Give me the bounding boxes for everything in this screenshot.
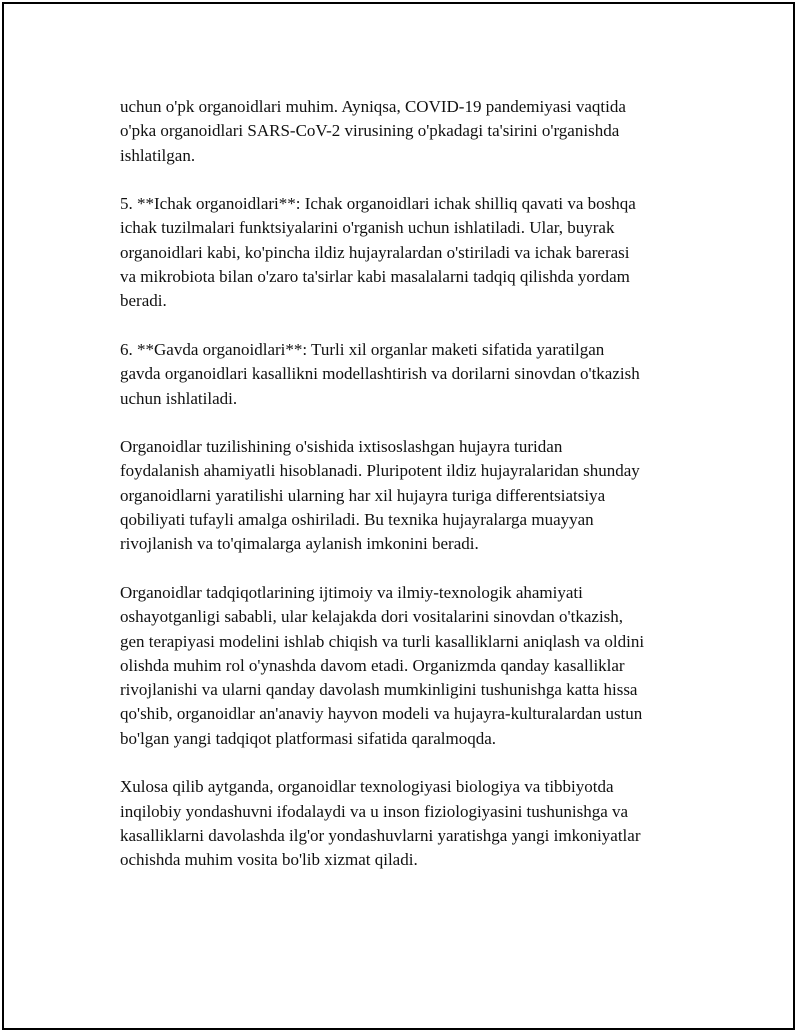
text-line: gen terapiyasi modelini ishlab chiqish va turli kasalliklarni aniqlash va oldini [120,631,645,651]
document-body [120,95,700,897]
text-line: organoidlarni yaratilishi ularning har xil hujayra turiga differentsiatsiya [120,485,606,505]
text-line: organoidlari kabi, ko'pincha ildiz hujayralardan o'stiriladi va ichak barerasi [120,242,630,262]
text-line: Organoidlar tadqiqotlarining ijtimoiy va ilmiy-texnologik ahamiyati [120,582,583,602]
paragraph-body-organoids [120,338,700,411]
text-line: qo'shib, organoidlar an'anaviy hayvon modeli va hujayra-kulturalardan ustun [120,704,643,724]
text-line: 6. **Gavda organoidlari**: Turli xil organlar maketi sifatida yaratilgan [120,339,605,359]
text-line: uchun o'pk organoidlari muhim. Ayniqsa, COVID-19 pandemiyasi vaqtida [120,97,626,116]
text-line: va mikrobiota bilan o'zaro ta'sirlar kabi masalalarni tadqiq qilishda yordam [120,267,630,287]
text-line: rivojlanish va to'qimalarga aylanish imkonini beradi. [120,534,479,554]
text-line: ichak tuzilmalari funktsiyalarini o'rganish uchun ishlatiladi. Ular, buyrak [120,218,615,238]
text-line: qobiliyati tufayli amalga oshiriladi. Bu texnika hujayralarga muayyan [120,510,594,530]
document-page [2,2,795,1030]
text-line: 5. **Ichak organoidlari**: Ichak organoidlari ichak shilliq qavati va boshqa [120,194,636,214]
text-line: oshayotganligi sababli, ular kelajakda dori vositalarini sinovdan o'tkazish, [120,607,624,627]
text-line: Organoidlar tuzilishining o'sishida ixtisoslashgan hujayra turidan [120,437,563,457]
paragraph-lung-organoids [120,95,700,168]
paragraph-research-significance [120,581,700,751]
paragraph-cell-type-usage [120,435,700,556]
text-line: kasalliklarni davolashda ilg'or yondashuvlarni yaratishga yangi imkoniyatlar [120,825,641,845]
text-line: Xulosa qilib aytganda, organoidlar texnologiyasi biologiya va tibbiyotda [120,777,614,797]
text-line: uchun ishlatiladi. [120,388,238,408]
text-line: foydalanish ahamiyatli hisoblanadi. Pluripotent ildiz hujayralaridan shunday [120,461,640,481]
text-line: rivojlanishi va ularni qanday davolash mumkinligini tushunishga katta hissa [120,680,638,700]
text-line: gavda organoidlari kasallikni modellashtirish va dorilarni sinovdan o'tkazish [120,364,640,384]
paragraph-intestinal-organoids [120,192,700,313]
text-line: ishlatilgan. [120,145,196,165]
text-line: o'pka organoidlari SARS-CoV-2 virusining o'pkadagi ta'sirini o'rganishda [120,121,620,141]
paragraph-conclusion [120,775,700,872]
text-line: bo'lgan yangi tadqiqot platformasi sifatida qaralmoqda. [120,728,497,748]
text-line: ochishda muhim vosita bo'lib xizmat qiladi. [120,850,418,870]
text-line: olishda muhim rol o'ynashda davom etadi. Organizmda qanday kasalliklar [120,655,625,675]
text-line: beradi. [120,291,167,311]
text-line: inqilobiy yondashuvni ifodalaydi va u inson fiziologiyasini tushunishga va [120,801,629,821]
